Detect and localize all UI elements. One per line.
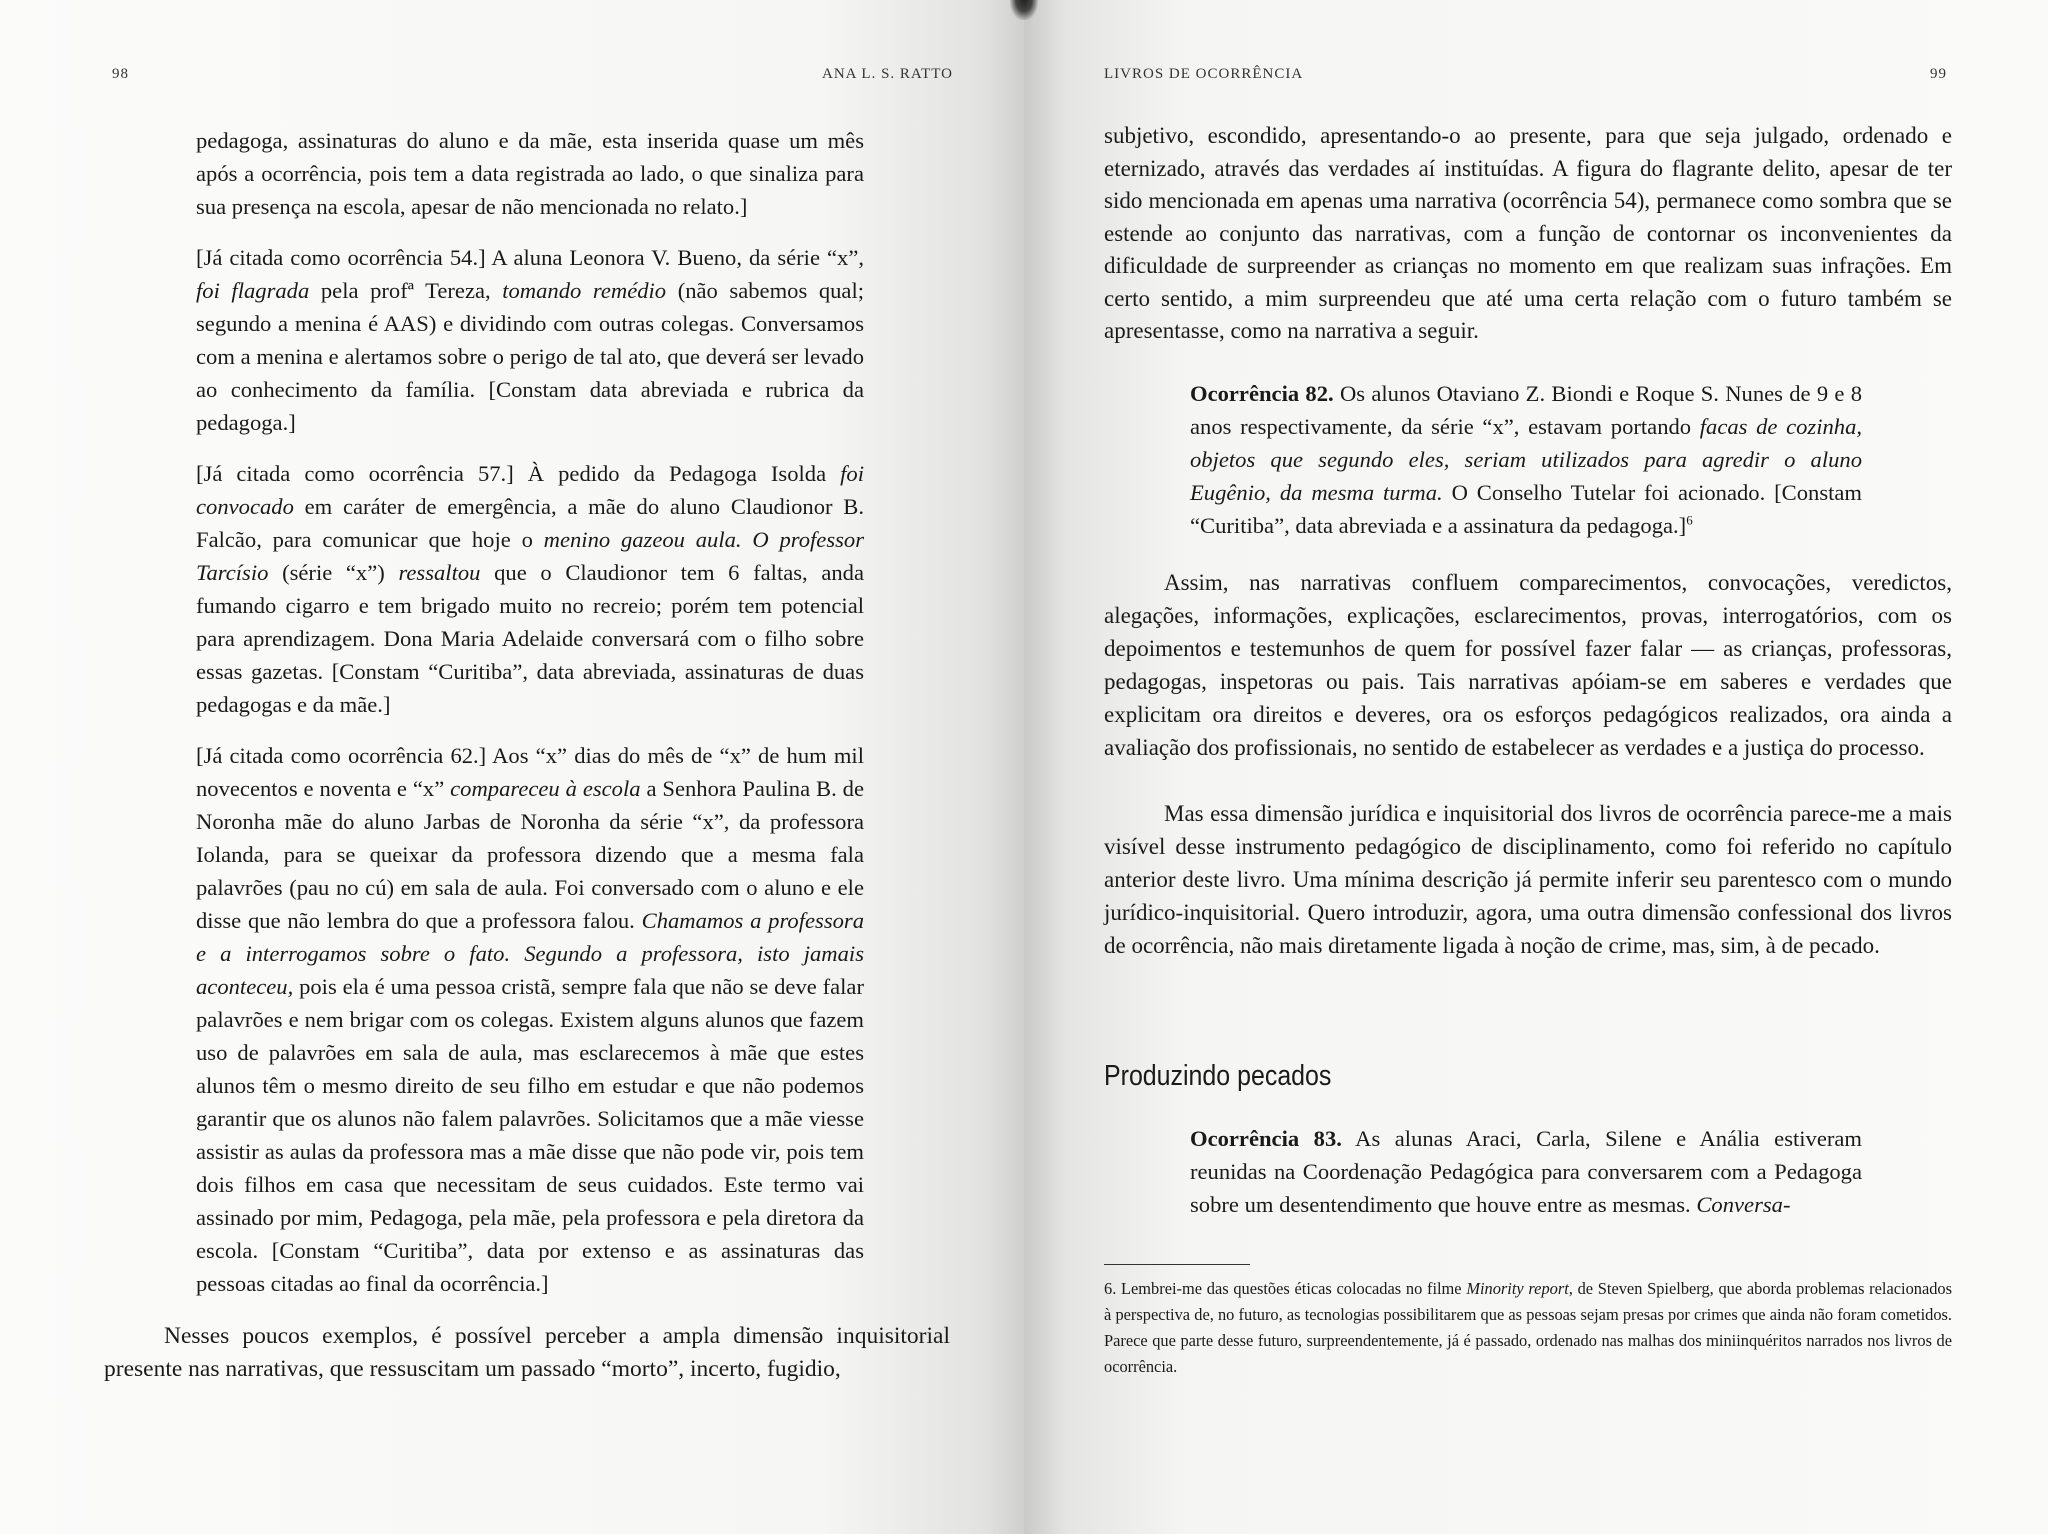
running-head-title: LIVROS DE OCORRÊNCIA bbox=[1104, 66, 1304, 82]
text-run: 6. Lembrei-me das questões éticas colocadas no filme bbox=[1104, 1279, 1467, 1298]
right-paragraph-1 bbox=[1104, 120, 1952, 348]
text-run: O Conselho Tutelar foi acionado. [Constam “Curitiba”, data abreviada e a assinatura da pedagoga.] bbox=[1190, 480, 1862, 538]
italic-text: tomando remédio bbox=[502, 278, 667, 303]
text-run: [Já citada como ocorrência 62.] Aos “x” dias do mês de “x” de hum mil novecentos e noventa e “x” bbox=[196, 743, 864, 801]
occurrence-82-quote bbox=[1190, 377, 1862, 542]
page-number-right: 99 bbox=[1930, 66, 1947, 82]
text-run: Os alunos Otaviano Z. Biondi e Roque S. Nunes de 9 e 8 anos respectivamente, da série “x”, estavam portando bbox=[1190, 381, 1862, 439]
section-heading: Produzindo pecados bbox=[1104, 1060, 1332, 1092]
page-number-left: 98 bbox=[112, 66, 129, 82]
footnote-ref: 6 bbox=[1686, 512, 1693, 528]
quote-paragraph bbox=[196, 124, 864, 223]
text-run: [Já citada como ocorrência 57.] À pedido da Pedagoga Isolda bbox=[196, 461, 841, 486]
occurrence-83-quote bbox=[1190, 1122, 1862, 1221]
italic-text: menino gazeou aula. O professor Tarcísio bbox=[196, 527, 864, 585]
footnote-rule bbox=[1104, 1264, 1250, 1265]
text-run: [Já citada como ocorrência 54.] A aluna Leonora V. Bueno, da série “x”, bbox=[196, 245, 864, 270]
footnote-6 bbox=[1104, 1276, 1952, 1380]
italic-text: foi flagrada bbox=[196, 278, 310, 303]
occurrence-label: Ocorrência 82. bbox=[1190, 381, 1334, 406]
left-body-paragraph: Nesses poucos exemplos, é possível perceber a ampla dimensão inquisitorial presente nas narrativas, que ressuscitam um passado “morto”, incerto, fugidio, bbox=[104, 1323, 950, 1382]
right-paragraph-3 bbox=[1104, 797, 1952, 980]
text-run: a Senhora Paulina B. de Noronha mãe do aluno Jarbas de Noronha da série “x”, da professora Iolanda, para se queixar da professora dizendo que a mesma fala palavrões (pau no cú) em sala de aula. Foi conversado com o aluno e ele disse que não lembra do que a professora falou. bbox=[196, 776, 865, 933]
body-text: Mas essa dimensão jurídica e inquisitorial dos livros de ocorrência parece-me a mais visível desse instrumento pedagógico de disciplinamento, como foi referido no capítulo anterior deste livro. Uma mínima descrição já permite inferir seu parentesco com o mundo jurídico-inquisitorial. Quero introduzir, agora, uma outra dimensão confessional dos livros de ocorrência, não mais diretamente ligada à noção de crime, mas, sim, à de pecado. bbox=[1104, 801, 1952, 958]
running-head-author: ANA L. S. RATTO bbox=[822, 66, 953, 82]
quote-paragraph bbox=[196, 457, 864, 721]
right-paragraph-2 bbox=[1104, 566, 1952, 782]
text-run: que o Claudionor tem 6 faltas, anda fumando cigarro e tem brigado muito no recreio; porém tem potencial para aprendizagem. Dona Maria Adelaide conversará com o filho sobre essas gazetas. [Constam “Curitiba”, data abreviada, assinaturas de duas pedagogas e da mãe.] bbox=[196, 560, 864, 717]
quote-paragraph bbox=[196, 241, 864, 439]
text-run: em caráter de emergência, a mãe do aluno Claudionor B. Falcão, para comunicar que hoje o bbox=[196, 494, 864, 552]
italic-text: ressaltou bbox=[398, 560, 481, 585]
italic-text: Minority report bbox=[1466, 1279, 1569, 1298]
quote-paragraph bbox=[196, 739, 864, 1300]
italic-text: compareceu à escola bbox=[450, 776, 641, 801]
italic-text: facas de cozinha, objetos que segundo eles, seriam utilizados para agredir o aluno Eugênio, da mesma turma. bbox=[1190, 414, 1863, 505]
text-run: pois ela é uma pessoa cristã, sempre fala que não se deve falar palavrões e nem brigar com os colegas. Existem alguns alunos que fazem uso de palavrões em sala de aula, mas esclarecemos à mãe que estes alunos têm o mesmo direito de seu filho em estudar e que não podemos garantir que os alunos não falem palavrões. Solicitamos que a mãe viesse assistir as aulas da professora mas a mãe disse que não pode vir, pois tem dois filhos em casa que necessitam de seus cuidados. Este termo vai assinado por mim, Pedagoga, pela mãe, pela professora e pela diretora da escola. [Constam “Curitiba”, data por extenso e as assinaturas das pessoas citadas ao final da ocorrência.] bbox=[196, 974, 864, 1296]
body-text: subjetivo, escondido, apresentando-o ao presente, para que seja julgado, ordenado e eternizado, através das verdades aí instituídas. A figura do flagrante delito, apesar de ter sido mencionada em apenas uma narrativa (ocorrência 54), permanece como sombra que se estende ao conjunto das narrativas, com a função de contornar os inconvenientes da dificuldade de surpreender as crianças no momento em que realizam suas infrações. Em certo sentido, a mim surpreendeu que até uma certa relação com o futuro também se apresentasse, como na narrativa a seguir. bbox=[1104, 123, 1952, 343]
left-quote-block bbox=[196, 124, 864, 1318]
occurrence-label: Ocorrência 83. bbox=[1190, 1126, 1342, 1151]
italic-text: Chamamos a professora e a interrogamos sobre o fato. Segundo a professora, isto jamais aconteceu, bbox=[196, 908, 864, 999]
text-run: (série “x”) bbox=[268, 560, 399, 585]
text-run: As alunas Araci, Carla, Silene e Anália estiveram reunidas na Coordenação Pedagógica para conversarem com a Pedagoga sobre um desentendimento que houve entre as mesmas. bbox=[1190, 1126, 1862, 1217]
body-text: Assim, nas narrativas confluem comparecimentos, convocações, veredictos, alegações, informações, explicações, esclarecimentos, provas, interrogatórios, com os depoimentos e testemunhos de quem for possível fazer falar — as crianças, professoras, pedagogas, inspetoras ou pais. Tais narrativas apóiam-se em saberes e verdades que explicitam ora direitos e deveres, ora os esforços pedagógicos realizados, ora ainda a avaliação dos profissionais, no sentido de estabelecer as verdades e a justiça do processo. bbox=[1104, 570, 1952, 760]
italic-text: Conversa- bbox=[1696, 1192, 1791, 1217]
text-run: pedagoga, assinaturas do aluno e da mãe, esta inserida quase um mês após a ocorrência, pois tem a data registrada ao lado, o que sinaliza para sua presença na escola, apesar de não mencionada no relato.] bbox=[196, 128, 864, 219]
italic-text: foi convocado bbox=[196, 461, 864, 519]
text-run: (não sabemos qual; segundo a menina é AAS) e dividindo com outras colegas. Conversamos com a menina e alertamos sobre o perigo de tal ato, que deverá ser levado ao conhecimento da família. [Constam data abreviada e rubrica da pedagoga.] bbox=[196, 278, 864, 435]
book-spine bbox=[1010, 0, 1038, 20]
text-run: pela profª Tereza, bbox=[309, 278, 503, 303]
text-run: , de Steven Spielberg, que aborda problemas relacionados à perspectiva de, no futuro, as tecnologias possibilitarem que as pessoas sejam presas por crimes que ainda não foram cometidos. Parece que parte desse futuro, surpreendentemente, já é passado, ordenado nas malhas dos miniinquéritos narrados nos livros de ocorrência. bbox=[1104, 1279, 1953, 1376]
